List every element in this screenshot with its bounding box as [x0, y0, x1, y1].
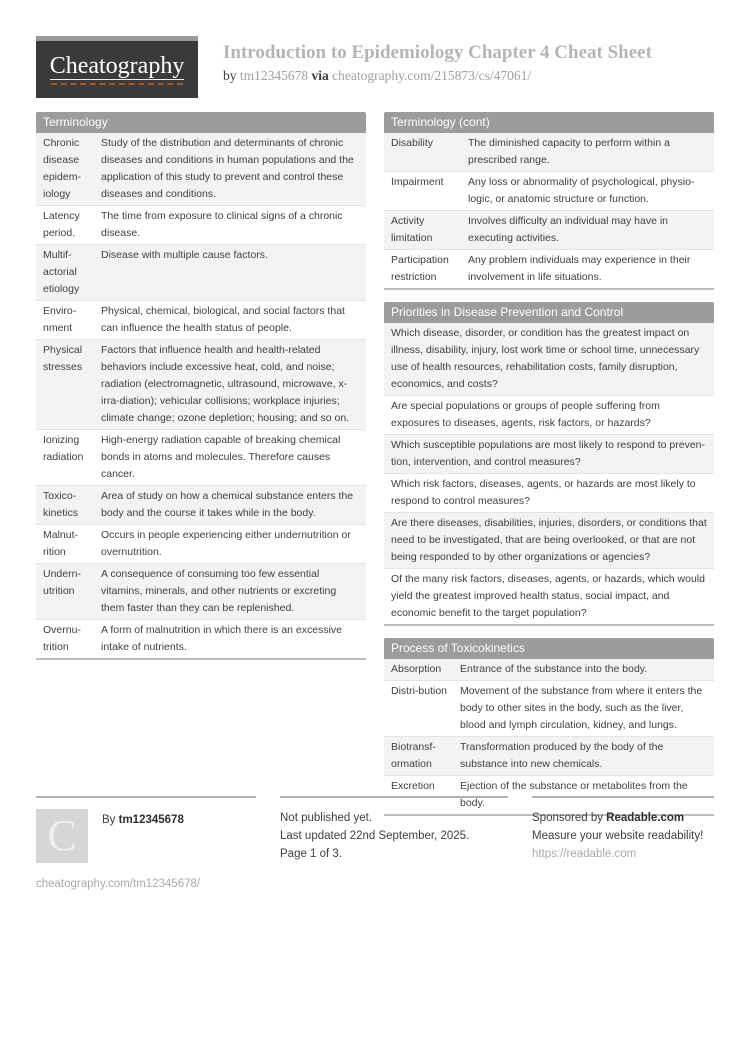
title-block	[223, 36, 652, 102]
page-header	[36, 36, 714, 102]
section-title: Priorities in Disease Prevention and Control	[384, 302, 714, 323]
footer-author-name[interactable]: tm12345678	[118, 814, 184, 826]
term-cell: Chronic disease epidem-iology	[43, 137, 81, 200]
definition-cell: Involves difficulty an individual may have in executing activities.	[468, 215, 668, 244]
definition-cell: Movement of the substance from where it enters the body to other sites in the body, such as the liver, blood and lymph circulation, kidney, and lungs.	[460, 685, 703, 731]
table-row	[384, 680, 714, 736]
sponsor-line	[532, 809, 714, 827]
definition-cell: Occurs in people experiencing either undernutrition or overnutrition.	[101, 529, 351, 558]
list-item: Which susceptible populations are most likely to respond to preven-tion, intervention, and control measures?	[384, 434, 714, 473]
author-link[interactable]: tm12345678	[239, 68, 309, 83]
list-item: Which disease, disorder, or condition has the greatest impact on illness, disability, injury, lost work time or school time, unnecessary use of health resources, rehabilitation costs, family disruption, economics, and costs?	[384, 323, 714, 395]
table-row	[36, 205, 366, 244]
definition-cell: Any problem individuals may experience in their involvement in life situations.	[468, 254, 691, 283]
section-toxicokinetics	[384, 638, 714, 816]
term-cell: Toxico-kinetics	[43, 490, 79, 519]
term-cell: Biotransf-ormation	[391, 741, 436, 770]
definition-cell: Factors that influence health and health-related behaviors include excessive heat, cold, and noise; radiation (electromagnetic, ultrasound, microwave, x-irra-diation); vehicular collisions; workplace injuries; climate change; ozone depletion; housing; and so on.	[101, 344, 350, 424]
term-cell: Distri-bution	[391, 685, 448, 697]
sheet-url-link[interactable]: cheatography.com/215873/cs/47061/	[332, 68, 532, 83]
definition-cell: The time from exposure to clinical signs of a chronic disease.	[101, 210, 343, 239]
section-title: Terminology (cont)	[384, 112, 714, 133]
table-row	[36, 429, 366, 485]
avatar-letter: C	[47, 811, 77, 860]
definition-cell: Area of study on how a chemical substance enters the body and the course it takes while in the body.	[101, 490, 354, 519]
sponsor-name-link[interactable]: Readable.com	[606, 812, 685, 824]
section-terminology_cont	[384, 112, 714, 290]
definition-cell: A form of malnutrition in which there is an excessive intake of nutrients.	[101, 624, 343, 653]
table-row	[36, 244, 366, 300]
term-cell: Disability	[391, 137, 434, 149]
definition-cell: Ejection of the substance or metabolites from the body.	[460, 780, 688, 809]
definition-cell: Disease with multiple cause factors.	[101, 249, 268, 261]
term-cell: Undern-utrition	[43, 568, 81, 597]
table-row	[384, 133, 714, 171]
table-row	[36, 524, 366, 563]
term-cell: Multif-actorial etiology	[43, 249, 80, 295]
logo-underline-decoration	[51, 83, 183, 85]
table-row	[36, 300, 366, 339]
definition-cell: Transformation produced by the body of the substance into new chemicals.	[460, 741, 664, 770]
avatar[interactable]	[36, 809, 88, 863]
table-row	[36, 339, 366, 429]
publish-status: Not published yet.	[280, 812, 373, 824]
definition-cell: Study of the distribution and determinants of chronic diseases and conditions in human populations and the application of this study to prevent and control these diseases and conditions.	[101, 137, 354, 200]
table-row	[384, 171, 714, 210]
list-item: Of the many risk factors, diseases, agents, or hazards, which would yield the greatest improved health status, social impact, and economic benefit to the target population?	[384, 568, 714, 624]
byline	[223, 68, 652, 84]
sponsor-url-link[interactable]: https://readable.com	[532, 848, 637, 860]
term-cell: Activity limitation	[391, 215, 433, 244]
term-cell: Malnut-rition	[43, 529, 79, 558]
page-title: Introduction to Epidemiology Chapter 4 Cheat Sheet	[223, 42, 652, 63]
definition-cell: Entrance of the substance into the body.	[460, 663, 648, 675]
term-cell: Overnu-trition	[43, 624, 81, 653]
section-title: Process of Toxicokinetics	[384, 638, 714, 659]
term-cell: Enviro-nment	[43, 305, 77, 334]
list-item: Are there diseases, disabilities, injuries, disorders, or conditions that need to be investigated, that are being overlooked, or that are not being responded to by other organizations or agencies?	[384, 512, 714, 568]
definition-cell: Physical, chemical, biological, and social factors that can influence the health status of people.	[101, 305, 345, 334]
table-row	[384, 249, 714, 288]
footer-by-label: By	[102, 814, 116, 826]
term-cell: Excretion	[391, 780, 435, 792]
section-priorities	[384, 302, 714, 626]
left-column	[36, 112, 366, 828]
last-updated: Last updated 22nd September, 2025.	[280, 830, 470, 842]
footer-status-column	[280, 796, 508, 893]
table-row	[36, 133, 366, 205]
term-cell: Ionizing radiation	[43, 434, 84, 463]
list-item: Which risk factors, diseases, agents, or hazards are most likely to respond to control measures?	[384, 473, 714, 512]
content-columns	[36, 112, 714, 828]
cheatography-logo-text: Cheatography	[49, 53, 185, 79]
term-cell: Latency period.	[43, 210, 80, 239]
definition-cell: High-energy radiation capable of breaking chemical bonds in atoms and molecules. Therefore causes cancer.	[101, 434, 341, 480]
list-item: Are special populations or groups of people suffering from exposures to diseases, agents, risk factors, or hazards?	[384, 395, 714, 434]
footer-sponsor-column	[532, 796, 714, 893]
table-row	[384, 736, 714, 775]
profile-url-link[interactable]: cheatography.com/tm12345678/	[36, 878, 201, 890]
page-footer	[36, 796, 714, 893]
table-row	[384, 210, 714, 249]
table-row	[36, 563, 366, 619]
term-cell: Participation restriction	[391, 254, 449, 283]
right-column	[384, 112, 714, 828]
table-row	[36, 485, 366, 524]
page-info: Page 1 of 3.	[280, 848, 343, 860]
section-terminology	[36, 112, 366, 660]
byline-via: via	[311, 68, 329, 83]
section-title: Terminology	[36, 112, 366, 133]
sponsor-tagline: Measure your website readability!	[532, 830, 704, 842]
term-cell: Impairment	[391, 176, 444, 188]
table-row	[36, 619, 366, 658]
footer-author-column	[36, 796, 256, 893]
cheatography-logo[interactable]	[36, 36, 198, 98]
definition-cell: Any loss or abnormality of psychological, physio-logic, or anatomic structure or function.	[468, 176, 695, 205]
footer-byline	[102, 809, 184, 863]
byline-prefix: by	[223, 68, 237, 83]
sponsor-prefix: Sponsored by	[532, 812, 603, 824]
definition-cell: A consequence of consuming too few essential vitamins, minerals, and other nutrients or excreting them faster than they can be replenished.	[101, 568, 337, 614]
term-cell: Absorption	[391, 663, 442, 675]
author-row	[36, 809, 256, 863]
table-row	[384, 659, 714, 680]
term-cell: Physical stresses	[43, 344, 83, 373]
definition-cell: The diminished capacity to perform within a prescribed range.	[468, 137, 670, 166]
